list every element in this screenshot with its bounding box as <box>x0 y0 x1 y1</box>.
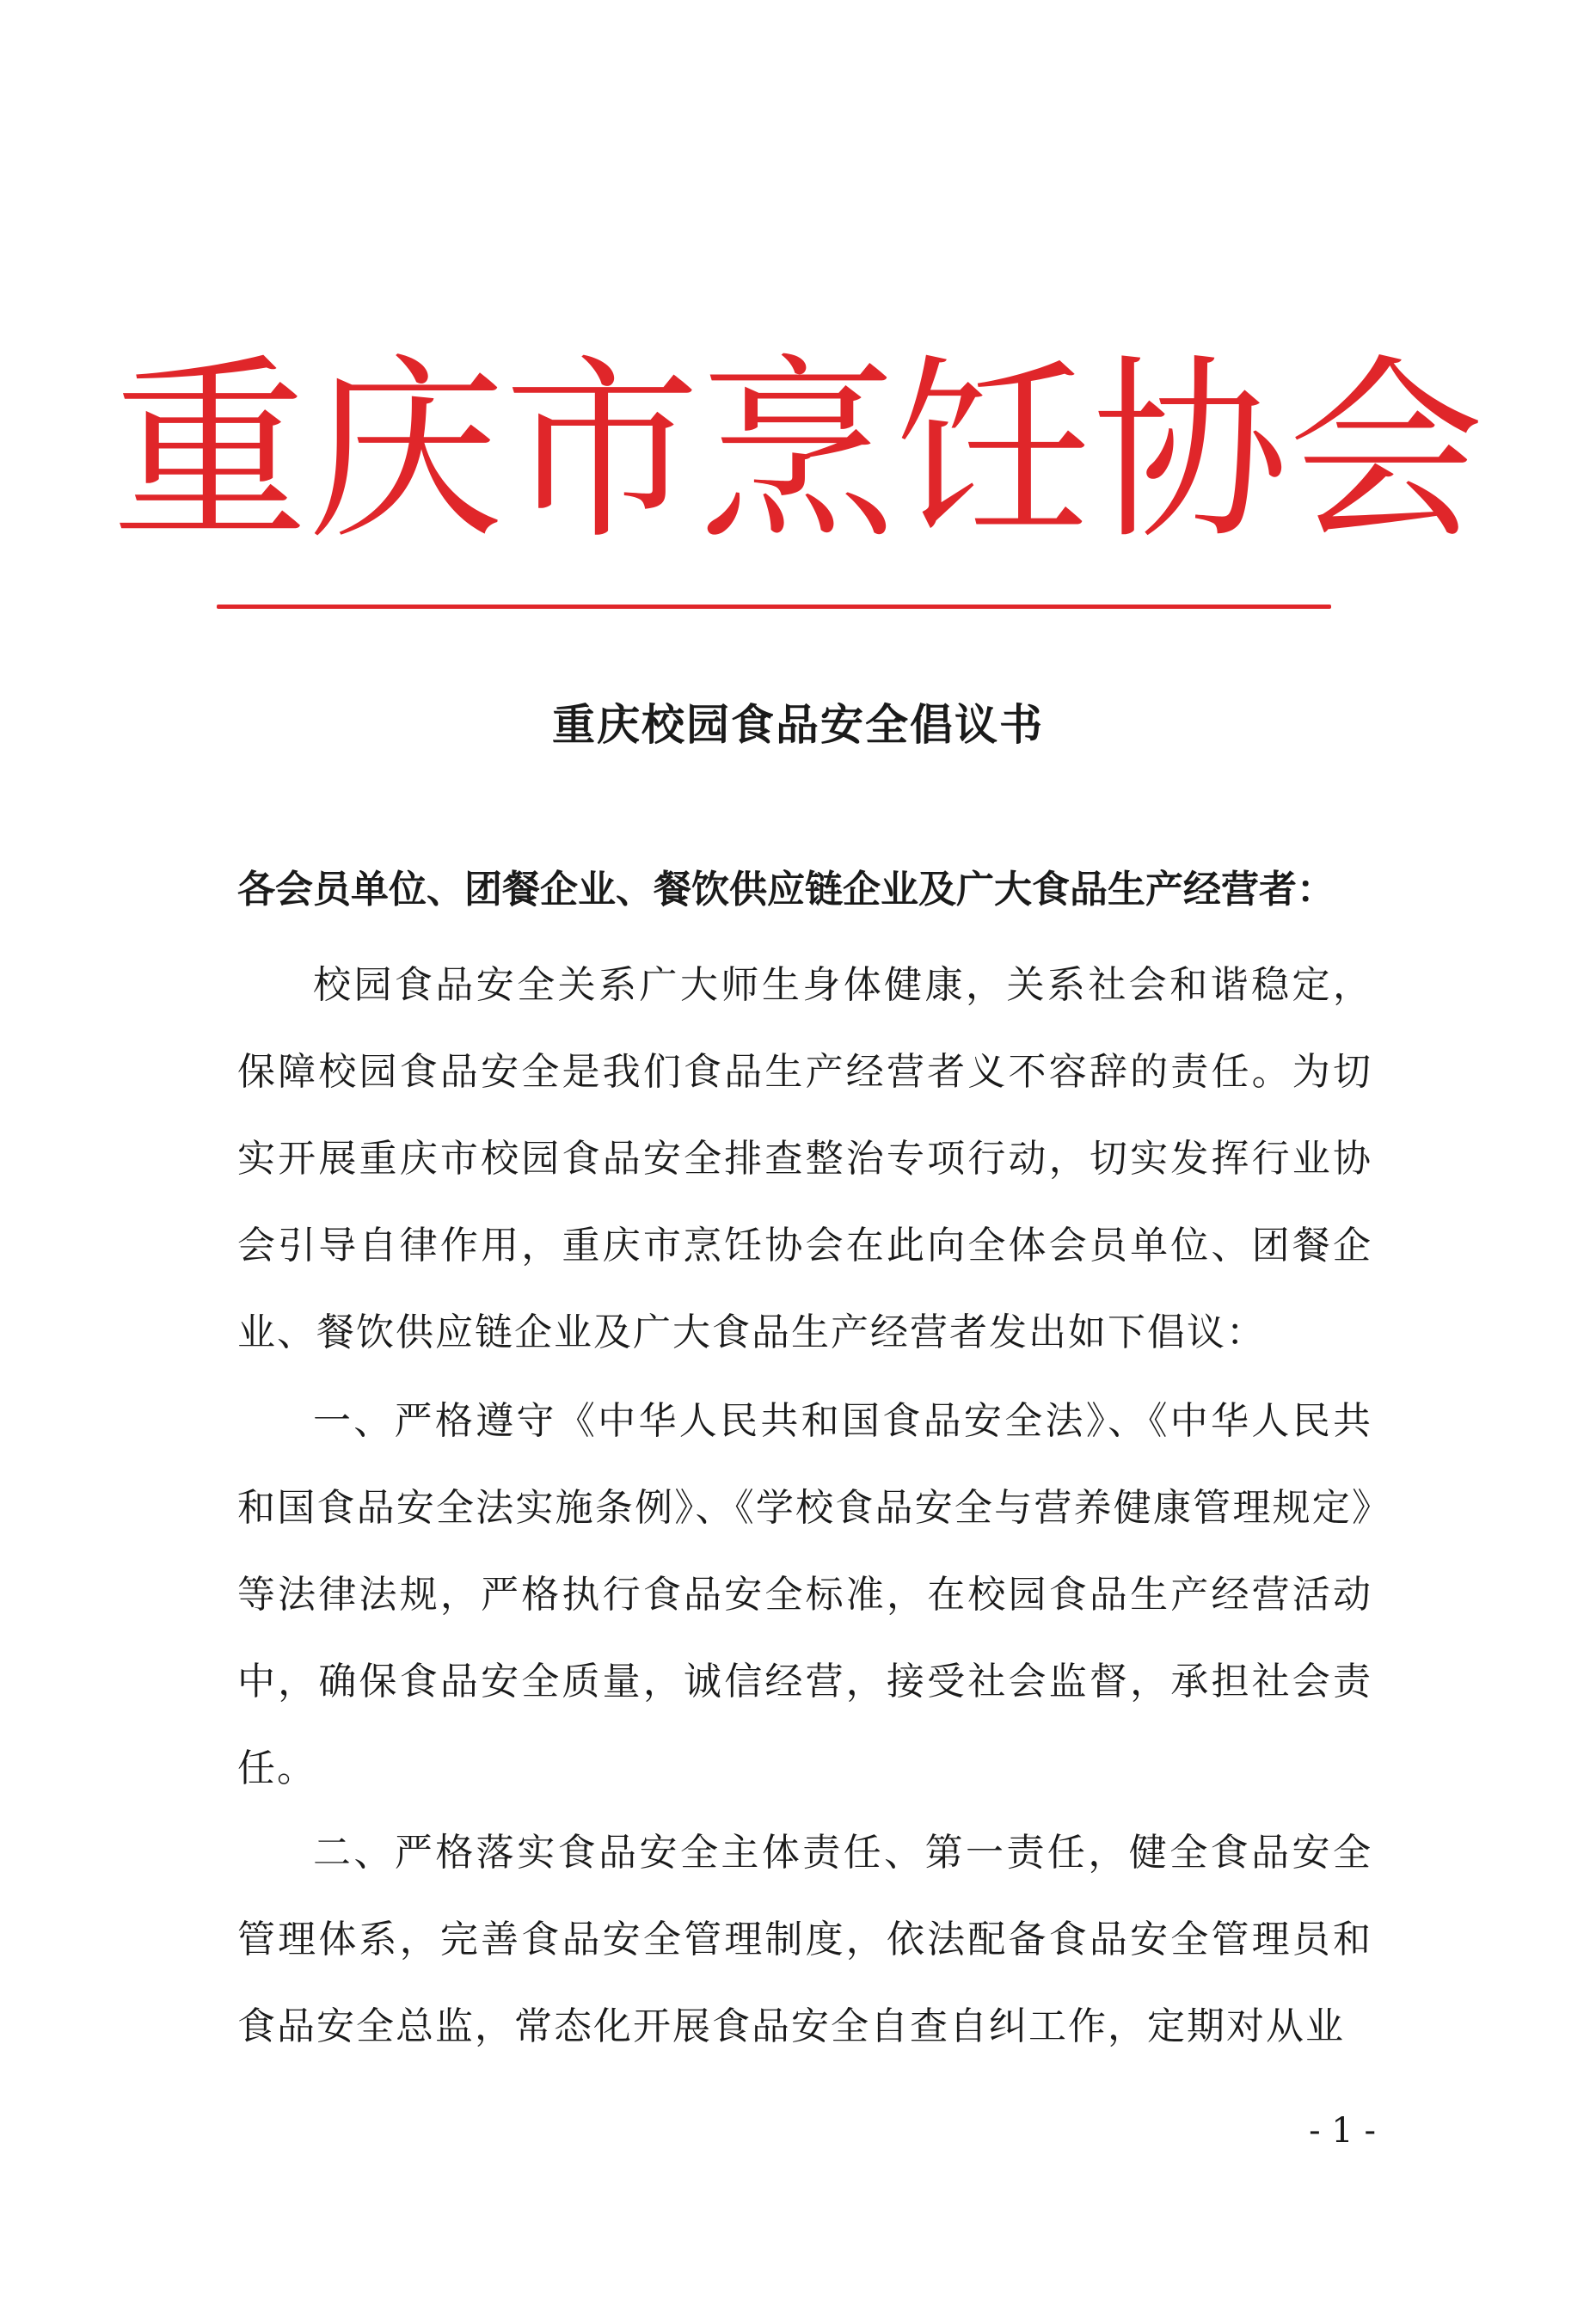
letterhead-org-name: 重庆市烹饪协会 <box>112 337 1484 566</box>
page-number: - 1 - <box>1309 2111 1376 2151</box>
document-title: 重庆校园食品安全倡议书 <box>552 699 1044 750</box>
salutation: 各会员单位、团餐企业、餐饮供应链企业及广大食品生产经营者： <box>237 868 1335 912</box>
paragraph-item-1: 一、严格遵守《中华人民共和国食品安全法》、《中华人民共和国食品安全法实施条例》、《学校食品安全与营养健康管理规定》等法律法规，严格执行食品安全标准，在校园食品生产经营活动中，确保食品安全质量，诚信经营，接受社会监督，承担社会责任。 <box>237 1399 1372 1790</box>
paragraph-item-2: 二、严格落实食品安全主体责任、第一责任，健全食品安全管理体系，完善食品安全管理制度，依法配备食品安全管理员和食品安全总监，常态化开展食品安全自查自纠工作，定期对从业 <box>237 1831 1372 2048</box>
paragraph-intro: 校园食品安全关系广大师生身体健康，关系社会和谐稳定，保障校园食品安全是我们食品生产经营者义不容辞的责任。为切实开展重庆市校园食品安全排查整治专项行动，切实发挥行业协会引导自律作用，重庆市烹饪协会在此向全体会员单位、团餐企业、餐饮供应链企业及广大食品生产经营者发出如下倡议： <box>237 963 1372 1354</box>
letterhead-divider <box>217 605 1331 609</box>
